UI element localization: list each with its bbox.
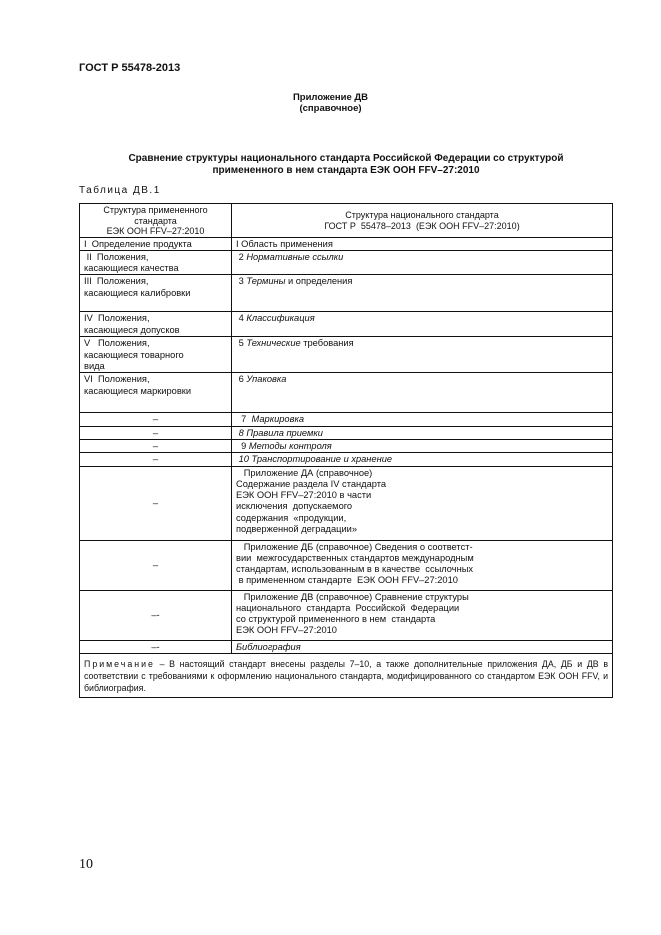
header-national-standard — [232, 204, 613, 238]
cell-line: I Определение продукта — [84, 238, 192, 249]
national-structure-cell — [232, 250, 613, 275]
header-line: Структура национального стандарта — [345, 210, 499, 221]
national-structure-cell — [232, 426, 613, 439]
text: ЕЭК ООН FFV–27:2010 — [236, 625, 337, 636]
italic-text: Маркировка — [251, 414, 305, 425]
cell-line — [236, 614, 608, 625]
national-structure-cell — [232, 540, 613, 590]
cell-line — [236, 490, 608, 501]
note-label: Примечание — [84, 658, 155, 669]
cell-line: VI Положения, — [84, 374, 150, 385]
page-number: 10 — [79, 857, 93, 872]
section-heading — [79, 153, 613, 177]
table-row — [80, 413, 613, 426]
table-row — [80, 312, 613, 337]
text: со структурой примененного в нем стандарта — [236, 614, 436, 625]
text: Приложение ДВ (справочное) Сравнение структуры — [236, 591, 469, 602]
table-row — [80, 426, 613, 439]
italic-text: 8 Правила приемки — [238, 427, 323, 438]
table-row — [80, 373, 613, 413]
cell-line — [236, 603, 608, 614]
text: национального стандарта Российской Федерации — [236, 602, 460, 613]
cell-line: вида — [84, 360, 105, 371]
cell-line — [236, 454, 608, 465]
text: Приложение ДА (справочное) — [236, 467, 373, 478]
text: 7 — [236, 414, 252, 425]
cell-line — [236, 553, 608, 564]
cell-line — [236, 468, 608, 479]
text: ЕЭК ООН FFV–27:2010 в части — [236, 490, 372, 501]
table-row — [80, 640, 613, 653]
heading-line-2: примененного в нем стандарта ЕЭК ООН FFV–27:2010 — [212, 165, 480, 176]
table-note-row — [80, 653, 613, 697]
cell-line: V Положения, — [84, 338, 150, 349]
table-row — [80, 337, 613, 373]
text: 4 — [236, 313, 247, 324]
text: и определения — [285, 276, 353, 287]
cell-line: касающиеся маркировки — [84, 385, 192, 396]
applied-structure-cell — [80, 237, 232, 250]
text: содержания «продукции, — [236, 512, 347, 523]
national-structure-cell — [232, 439, 613, 452]
text: подверженной деградации» — [236, 524, 358, 535]
cell-line — [236, 542, 608, 553]
national-structure-cell — [232, 237, 613, 250]
text: 2 — [236, 251, 247, 262]
applied-structure-empty: –- — [80, 640, 232, 653]
national-structure-cell — [232, 337, 613, 373]
national-structure-cell — [232, 312, 613, 337]
cell-line — [236, 276, 608, 287]
heading-line-1: Сравнение структуры национального стандарта Российской Федерации со структурой — [128, 153, 564, 164]
text: исключения допускаемого — [236, 501, 353, 512]
cell-line: III Положения, — [84, 276, 149, 287]
table-row — [80, 466, 613, 540]
cell-line: касающиеся качества — [84, 263, 179, 274]
table-row — [80, 453, 613, 466]
appendix-title: Приложение ДВ — [292, 92, 369, 103]
cell-line — [236, 501, 608, 512]
cell-line — [236, 441, 608, 452]
table-note — [80, 653, 613, 697]
table-row — [80, 275, 613, 312]
applied-structure-empty: –- — [80, 590, 232, 640]
cell-line: II Положения, — [84, 251, 149, 262]
national-structure-cell — [232, 275, 613, 312]
cell-line: касающиеся допусков — [84, 324, 180, 335]
cell-line — [236, 625, 608, 636]
table-caption: Таблица ДВ.1 — [79, 185, 161, 196]
table-row — [80, 237, 613, 250]
national-structure-cell — [232, 373, 613, 413]
cell-line: касающиеся калибровки — [84, 287, 191, 298]
table-header-row — [80, 204, 613, 238]
cell-line — [236, 575, 608, 586]
applied-structure-cell — [80, 337, 232, 373]
national-structure-cell — [232, 413, 613, 426]
cell-line — [236, 513, 608, 524]
applied-structure-cell — [80, 275, 232, 312]
italic-text: Классификация — [246, 313, 315, 324]
document-code: ГОСТ Р 55478-2013 — [79, 62, 181, 74]
national-structure-cell — [232, 590, 613, 640]
text: 6 — [236, 374, 247, 385]
cell-line — [236, 564, 608, 575]
header-line: Структура примененного — [103, 205, 208, 215]
table-row — [80, 590, 613, 640]
comparison-table — [79, 203, 613, 698]
italic-text: Методы контроля — [248, 440, 332, 451]
text: вии межгосударственных стандартов международным — [236, 552, 474, 563]
cell-line — [236, 428, 608, 439]
table-row — [80, 250, 613, 275]
cell-line — [236, 239, 608, 250]
appendix-header — [0, 92, 661, 114]
italic-text: Библиография — [236, 641, 301, 652]
note-text: – В настоящий стандарт внесены разделы 7–10, а также дополнительные приложения ДА, ДБ и ДВ в соответствии с требованиями к оформлению национального стандарта, модифицированного со стандартом ЕЭК ООН FFV, и библиография. — [84, 658, 608, 693]
cell-line — [236, 414, 608, 425]
cell-line — [236, 338, 608, 349]
national-structure-cell — [232, 466, 613, 540]
italic-text: Термины — [246, 276, 286, 287]
italic-text: Технические — [246, 338, 301, 349]
national-structure-cell — [232, 640, 613, 653]
applied-structure-empty: – — [80, 426, 232, 439]
cell-line — [236, 479, 608, 490]
header-applied-standard — [80, 204, 232, 238]
header-line: стандарта — [134, 215, 177, 226]
applied-structure-empty: – — [80, 439, 232, 452]
cell-line — [236, 374, 608, 385]
applied-structure-cell — [80, 373, 232, 413]
table-row — [80, 540, 613, 590]
cell-line — [236, 592, 608, 603]
cell-line: касающиеся товарного — [84, 349, 184, 360]
national-structure-cell — [232, 453, 613, 466]
applied-structure-empty: – — [80, 466, 232, 540]
text: 5 — [236, 338, 247, 349]
appendix-subtitle: (справочное) — [299, 103, 362, 114]
cell-line — [236, 642, 608, 653]
text: 9 — [236, 440, 249, 451]
text: 3 — [236, 276, 247, 287]
text: стандартам, использованным в в качестве ссылочных — [236, 564, 474, 575]
cell-line — [236, 313, 608, 324]
text: Приложение ДБ (справочное) Сведения о соответст- — [236, 541, 473, 552]
applied-structure-empty: – — [80, 453, 232, 466]
header-line: ЕЭК ООН FFV–27:2010 — [106, 226, 205, 236]
text: требования — [300, 338, 354, 349]
cell-line: IV Положения, — [84, 313, 150, 324]
text: Содержание раздела IV стандарта — [236, 478, 387, 489]
header-line: ГОСТ Р 55478–2013 (ЕЭК ООН FFV–27:2010) — [324, 220, 520, 231]
italic-text: 10 Транспортирование и хранение — [238, 454, 393, 465]
cell-line — [236, 252, 608, 263]
text: I Область применения — [236, 238, 333, 249]
italic-text: Упаковка — [246, 374, 287, 385]
table-row — [80, 439, 613, 452]
cell-line — [236, 524, 608, 535]
structure-comparison-table — [79, 203, 613, 698]
italic-text: Нормативные ссылки — [246, 251, 344, 262]
applied-structure-cell — [80, 312, 232, 337]
applied-structure-cell — [80, 250, 232, 275]
applied-structure-empty: – — [80, 413, 232, 426]
text: в примененном стандарте ЕЭК ООН FFV–27:2010 — [236, 575, 458, 586]
applied-structure-empty: – — [80, 540, 232, 590]
